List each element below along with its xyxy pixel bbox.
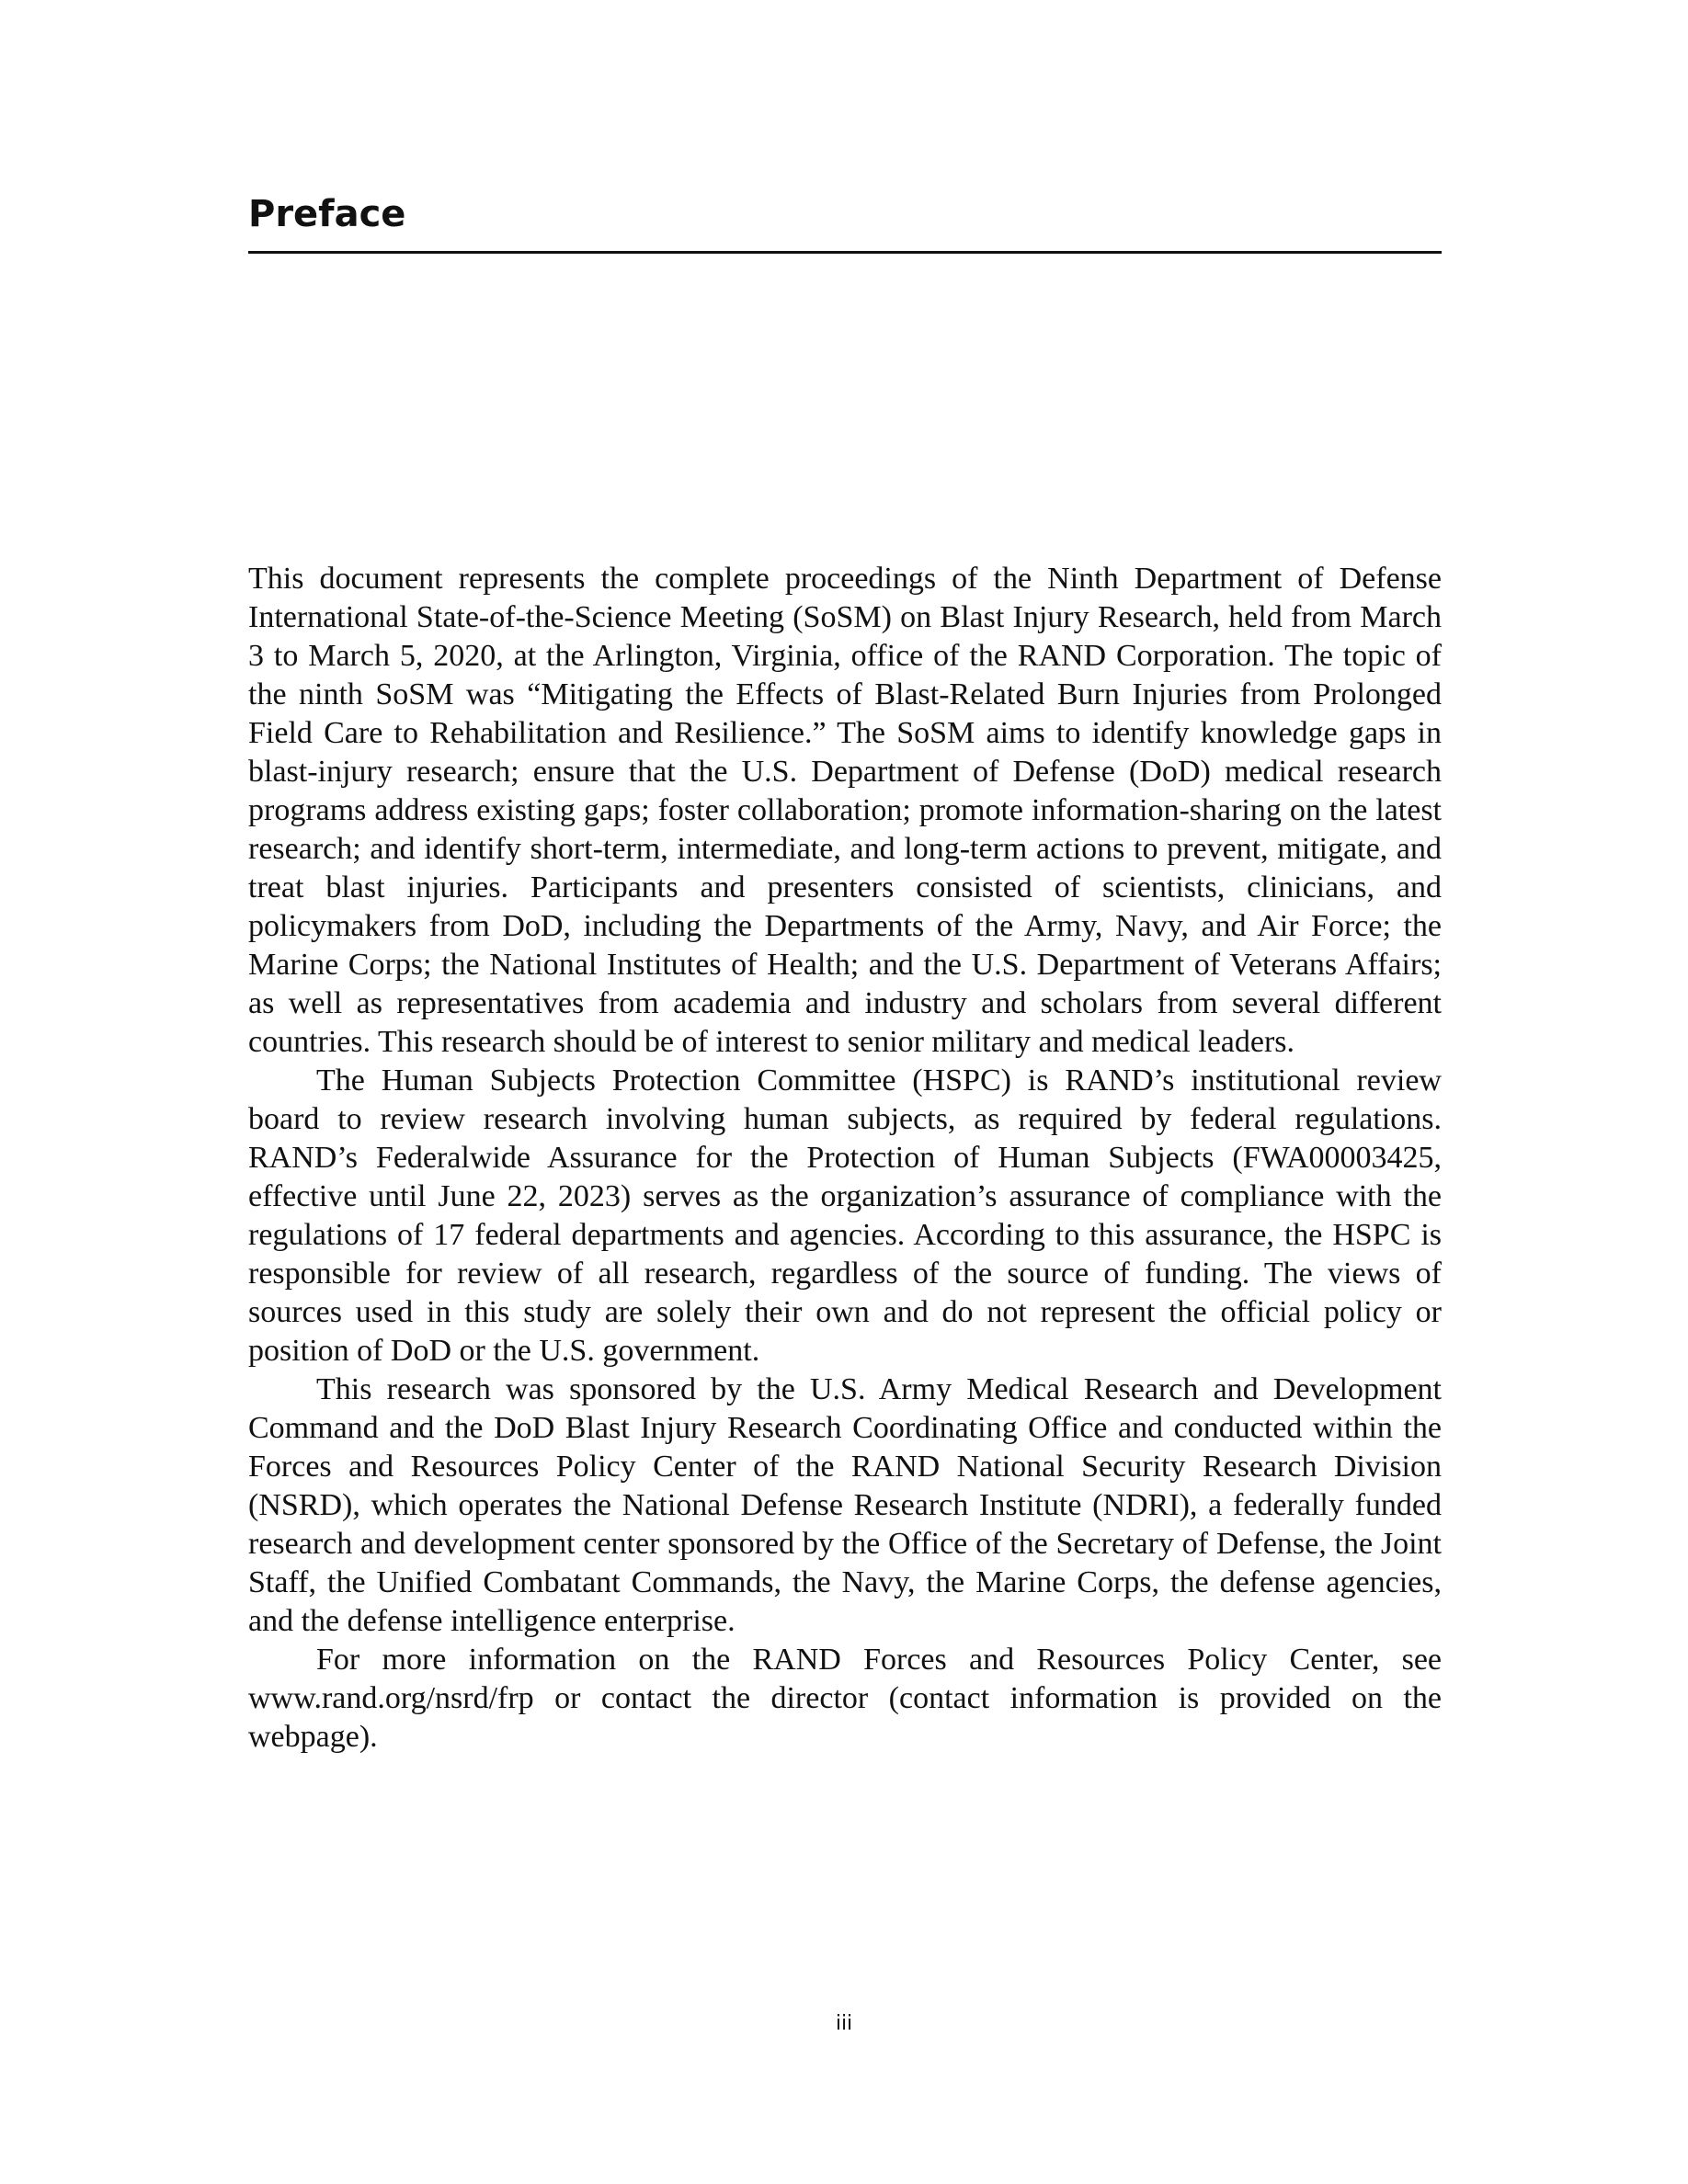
preface-body <box>248 560 1442 1757</box>
page-number: iii <box>835 2012 853 2035</box>
paragraph-sponsorship: This research was sponsored by the U.S. Army Medical Research and Development Command and the DoD Blast Injury Research Coordinating Office and conducted within the Forces and Resources Policy Center of the RAND National Security Research Division (NSRD), which operates the National Defense Research Institute (NDRI), a federally funded research and development center sponsored by the Office of the Secretary of Defense, the Joint Staff, the Unified Combatant Commands, the Navy, the Marine Corps, the defense agencies, and the defense intelligence enterprise. <box>248 1372 1442 1638</box>
page-title: Preface <box>248 193 406 235</box>
paragraph-more-information: For more information on the RAND Forces and Resources Policy Center, see www.rand.org/nsrd/frp or contact the director (contact information is provided on the webpage). <box>248 1643 1442 1754</box>
paragraph-hspc: The Human Subjects Protection Committee (HSPC) is RAND’s institutional review board to review research involving human subjects, as required by federal regulations. RAND’s Federalwide Assurance for the Protection of Human Subjects (FWA00003425, effective until June 22, 2023) serves as the organization’s assurance of compliance with the regulations of 17 federal departments and agencies. According to this assurance, the HSPC is responsible for review of all research, regardless of the source of funding. The views of sources used in this study are solely their own and do not represent the official policy or position of DoD or the U.S. government. <box>248 1064 1442 1368</box>
paragraph-proceedings: This document represents the complete proceedings of the Ninth Department of Defense International State-of-the-Science Meeting (SoSM) on Blast Injury Research, held from March 3 to March 5, 2020, at the Arlington, Virginia, office of the RAND Corporation. The topic of the ninth SoSM was “Mitigating the Effects of Blast-Related Burn Injuries from Prolonged Field Care to Rehabilitation and Resilience.” The SoSM aims to identify knowledge gaps in blast-injury research; ensure that the U.S. Department of Defense (DoD) medical research programs address existing gaps; foster collaboration; promote information-sharing on the latest research; and identify short-term, intermediate, and long-term actions to prevent, mitigate, and treat blast injuries. Participants and presenters consisted of scientists, clinicians, and policymakers from DoD, including the Departments of the Army, Navy, and Air Force; the Marine Corps; the National Institutes of Health; and the U.S. Department of Veterans Affairs; as well as representatives from academia and industry and scholars from several different countries. This research should be of interest to senior military and medical leaders. <box>248 562 1442 1059</box>
title-divider <box>248 251 1442 254</box>
